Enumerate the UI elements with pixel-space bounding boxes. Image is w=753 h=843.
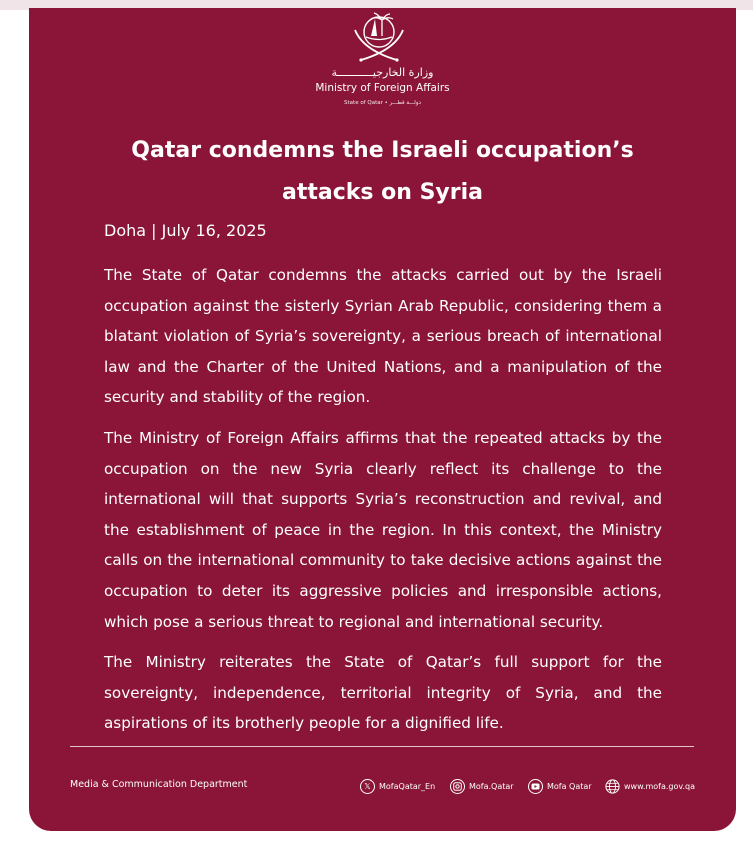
youtube-handle: Mofa Qatar [547,781,592,791]
qatar-emblem-icon [349,10,409,66]
website-url: www.mofa.gov.qa [624,781,695,791]
website-link[interactable] [605,776,695,796]
paragraph-3: The Ministry reiterates the State of Qatar’s full support for the sovereignty, independence, territorial integrity of Syria, and the aspirations of its brotherly people for a dignified life. [104,653,662,733]
paragraph-2: The Ministry of Foreign Affairs affirms that the repeated attacks by the occupation on the new Syria clearly reflect its challenge to the international will that supports Syria’s reconstruction and revival, and the establishment of peace in the region. In this context, the Ministry calls on the international community to take decisive actions against the occupation to deter its aggressive policies and irresponsible actions, which pose a serious threat to regional and international security. [104,428,662,631]
instagram-handle: Mofa.Qatar [469,781,514,791]
statement-body [104,260,662,749]
globe-icon [605,779,620,794]
x-handle: MofaQatar_En [379,781,436,791]
youtube-icon [528,779,543,794]
ministry-name-arabic: وزارة الخارجيـــــــــــة [331,66,434,79]
dateline: Doha | July 16, 2025 [104,221,267,240]
instagram-icon [450,779,465,794]
x-link[interactable] [360,776,435,796]
ministry-name-english: Ministry of Foreign Affairs [315,82,450,94]
youtube-link[interactable] [528,776,592,796]
footer-divider [70,746,694,747]
statement-card [29,8,736,831]
paragraph-1: The State of Qatar condemns the attacks carried out by the Israeli occupation against the sisterly Syrian Arab Republic, considering them a blatant violation of Syria’s sovereignty, a serious breach of international law and the Charter of the United Nations, and a manipulation of the security and stability of the region. [104,266,662,407]
x-logo-icon: 𝕏 [360,779,375,794]
statement-title: Qatar condemns the Israeli occupation’s attacks on Syria [131,138,634,205]
state-of-qatar-line: State of Qatar • دولـــة قطـــر [344,100,421,106]
instagram-link[interactable] [450,776,514,796]
department-name: Media & Communication Department [70,779,248,790]
